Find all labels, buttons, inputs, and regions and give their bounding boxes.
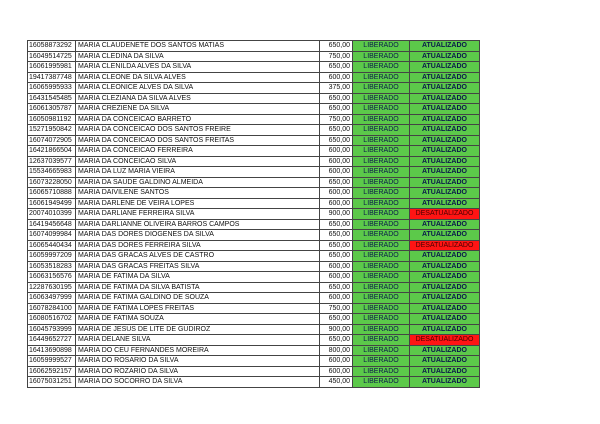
cell-status[interactable]: LIBERADO — [353, 209, 410, 220]
cell-status[interactable]: LIBERADO — [353, 366, 410, 377]
cell-name[interactable]: MARIA DARLENE DE VEIRA LOPES — [76, 198, 320, 209]
cell-id[interactable]: 16065710888 — [28, 188, 76, 199]
cell-status[interactable]: LIBERADO — [353, 177, 410, 188]
cell-id[interactable]: 16061949499 — [28, 198, 76, 209]
cell-name[interactable]: MARIA CREZIENE DA SILVA — [76, 104, 320, 115]
cell-value[interactable]: 600,00 — [320, 167, 353, 178]
cell-name[interactable]: MARIA DAIVILENE SANTOS — [76, 188, 320, 199]
table-row — [28, 177, 480, 188]
cell-value[interactable]: 600,00 — [320, 356, 353, 367]
cell-value[interactable]: 650,00 — [320, 282, 353, 293]
cell-status[interactable]: LIBERADO — [353, 62, 410, 73]
cell-status[interactable]: LIBERADO — [353, 93, 410, 104]
cell-update[interactable]: ATUALIZADO — [410, 282, 480, 293]
cell-status[interactable]: LIBERADO — [353, 188, 410, 199]
cell-status[interactable]: LIBERADO — [353, 303, 410, 314]
cell-value[interactable]: 650,00 — [320, 93, 353, 104]
cell-status[interactable]: LIBERADO — [353, 261, 410, 272]
cell-update[interactable]: ATUALIZADO — [410, 135, 480, 146]
cell-value[interactable]: 600,00 — [320, 72, 353, 83]
cell-id[interactable]: 16062592157 — [28, 366, 76, 377]
table-row — [28, 104, 480, 115]
cell-status[interactable]: LIBERADO — [353, 251, 410, 262]
table-row — [28, 251, 480, 262]
cell-name[interactable]: MARIA DO ROZARIO DA SILVA — [76, 366, 320, 377]
cell-update[interactable]: ATUALIZADO — [410, 314, 480, 325]
table-row — [28, 72, 480, 83]
cell-update[interactable]: DESATUALIZADO — [410, 335, 480, 346]
cell-update[interactable]: ATUALIZADO — [410, 272, 480, 283]
cell-id[interactable]: 15271950842 — [28, 125, 76, 136]
cell-update[interactable]: ATUALIZADO — [410, 146, 480, 157]
cell-name[interactable]: MARIA DA CONCEICAO DOS SANTOS FREIRE — [76, 125, 320, 136]
cell-status[interactable]: LIBERADO — [353, 314, 410, 325]
cell-value[interactable]: 650,00 — [320, 219, 353, 230]
cell-id[interactable]: 16049514725 — [28, 51, 76, 62]
table-row — [28, 93, 480, 104]
cell-update[interactable]: ATUALIZADO — [410, 324, 480, 335]
cell-value[interactable]: 375,00 — [320, 83, 353, 94]
cell-status[interactable]: LIBERADO — [353, 356, 410, 367]
cell-status[interactable]: LIBERADO — [353, 335, 410, 346]
cell-id[interactable]: 16413690898 — [28, 345, 76, 356]
cell-update[interactable]: ATUALIZADO — [410, 303, 480, 314]
cell-update[interactable]: ATUALIZADO — [410, 345, 480, 356]
table-row — [28, 125, 480, 136]
table-row — [28, 345, 480, 356]
cell-id[interactable]: 19417387748 — [28, 72, 76, 83]
cell-id[interactable]: 16065440434 — [28, 240, 76, 251]
table-row — [28, 230, 480, 241]
table-row — [28, 114, 480, 125]
table-row — [28, 135, 480, 146]
cell-update[interactable]: ATUALIZADO — [410, 83, 480, 94]
cell-update[interactable]: ATUALIZADO — [410, 198, 480, 209]
cell-name[interactable]: MARIA DE FATIMA DA SILVA — [76, 272, 320, 283]
cell-status[interactable]: LIBERADO — [353, 72, 410, 83]
table-row — [28, 335, 480, 346]
cell-name[interactable]: MARIA DA CONCEICAO BARRETO — [76, 114, 320, 125]
cell-value[interactable]: 650,00 — [320, 335, 353, 346]
cell-name[interactable]: MARIA CLEZIANA DA SILVA ALVES — [76, 93, 320, 104]
cell-id[interactable]: 20074010399 — [28, 209, 76, 220]
cell-update[interactable]: ATUALIZADO — [410, 230, 480, 241]
cell-status[interactable]: LIBERADO — [353, 240, 410, 251]
cell-status[interactable]: LIBERADO — [353, 272, 410, 283]
cell-status[interactable]: LIBERADO — [353, 51, 410, 62]
cell-value[interactable]: 450,00 — [320, 377, 353, 388]
table-row — [28, 188, 480, 199]
cell-value[interactable]: 600,00 — [320, 272, 353, 283]
cell-id[interactable]: 16065995933 — [28, 83, 76, 94]
cell-id[interactable]: 16063156576 — [28, 272, 76, 283]
cell-id[interactable]: 16080516702 — [28, 314, 76, 325]
cell-id[interactable]: 16078284100 — [28, 303, 76, 314]
cell-name[interactable]: MARIA DA CONCEICAO SILVA — [76, 156, 320, 167]
table-row — [28, 198, 480, 209]
cell-value[interactable]: 650,00 — [320, 125, 353, 136]
cell-value[interactable]: 600,00 — [320, 146, 353, 157]
cell-update[interactable]: ATUALIZADO — [410, 72, 480, 83]
table-row — [28, 83, 480, 94]
cell-id[interactable]: 16074099984 — [28, 230, 76, 241]
cell-update[interactable]: ATUALIZADO — [410, 377, 480, 388]
cell-id[interactable]: 16073228050 — [28, 177, 76, 188]
cell-status[interactable]: LIBERADO — [353, 219, 410, 230]
cell-value[interactable]: 800,00 — [320, 345, 353, 356]
table-row — [28, 167, 480, 178]
cell-id[interactable]: 16045793999 — [28, 324, 76, 335]
cell-status[interactable]: LIBERADO — [353, 104, 410, 115]
cell-value[interactable]: 600,00 — [320, 198, 353, 209]
cell-id[interactable]: 16421866504 — [28, 146, 76, 157]
cell-update[interactable]: ATUALIZADO — [410, 188, 480, 199]
cell-name[interactable]: MARIA DA SAUDE GALDINO ALMEIDA — [76, 177, 320, 188]
cell-name[interactable]: MARIA DAS GRACAS ALVES DE CASTRO — [76, 251, 320, 262]
cell-status[interactable]: LIBERADO — [353, 282, 410, 293]
cell-value[interactable]: 600,00 — [320, 261, 353, 272]
cell-status[interactable]: LIBERADO — [353, 135, 410, 146]
cell-status[interactable]: LIBERADO — [353, 345, 410, 356]
cell-id[interactable]: 15534665983 — [28, 167, 76, 178]
table-row — [28, 261, 480, 272]
cell-value[interactable]: 650,00 — [320, 104, 353, 115]
cell-status[interactable]: LIBERADO — [353, 324, 410, 335]
cell-value[interactable]: 900,00 — [320, 209, 353, 220]
cell-update[interactable]: ATUALIZADO — [410, 177, 480, 188]
cell-name[interactable]: MARIA CLAUDENETE DOS SANTOS MATIAS — [76, 41, 320, 52]
cell-name[interactable]: MARIA DO ROSARIO DA SILVA — [76, 356, 320, 367]
cell-value[interactable]: 650,00 — [320, 177, 353, 188]
cell-status[interactable]: LIBERADO — [353, 114, 410, 125]
cell-update[interactable]: ATUALIZADO — [410, 93, 480, 104]
cell-status[interactable]: LIBERADO — [353, 377, 410, 388]
cell-name[interactable]: MARIA DAS DORES FERREIRA SILVA — [76, 240, 320, 251]
cell-id[interactable]: 16074072905 — [28, 135, 76, 146]
cell-value[interactable]: 750,00 — [320, 114, 353, 125]
cell-update[interactable]: ATUALIZADO — [410, 41, 480, 52]
cell-value[interactable]: 750,00 — [320, 303, 353, 314]
cell-update[interactable]: ATUALIZADO — [410, 125, 480, 136]
cell-name[interactable]: MARIA DO SOCORRO DA SILVA — [76, 377, 320, 388]
table-row — [28, 156, 480, 167]
cell-status[interactable]: LIBERADO — [353, 83, 410, 94]
table-row — [28, 293, 480, 304]
cell-id[interactable]: 16059997209 — [28, 251, 76, 262]
cell-id[interactable]: 16449652727 — [28, 335, 76, 346]
cell-update[interactable]: ATUALIZADO — [410, 62, 480, 73]
table-row — [28, 324, 480, 335]
cell-update[interactable]: ATUALIZADO — [410, 251, 480, 262]
cell-update[interactable]: ATUALIZADO — [410, 261, 480, 272]
cell-id[interactable]: 16061305787 — [28, 104, 76, 115]
cell-id[interactable]: 16075031251 — [28, 377, 76, 388]
cell-status[interactable]: LIBERADO — [353, 125, 410, 136]
cell-value[interactable]: 650,00 — [320, 240, 353, 251]
cell-name[interactable]: MARIA DARLIANE FERREIRA SILVA — [76, 209, 320, 220]
cell-name[interactable]: MARIA CLENILDA ALVES DA SILVA — [76, 62, 320, 73]
cell-name[interactable]: MARIA CLEONICE ALVES DA SILVA — [76, 83, 320, 94]
cell-update[interactable]: DESATUALIZADO — [410, 240, 480, 251]
cell-status[interactable]: LIBERADO — [353, 198, 410, 209]
cell-name[interactable]: MARIA DA CONCEICAO DOS SANTOS FREITAS — [76, 135, 320, 146]
cell-status[interactable]: LIBERADO — [353, 41, 410, 52]
table-row — [28, 303, 480, 314]
table-row — [28, 356, 480, 367]
cell-name[interactable]: MARIA DE FATIMA DA SILVA BATISTA — [76, 282, 320, 293]
cell-value[interactable]: 650,00 — [320, 314, 353, 325]
cell-name[interactable]: MARIA DELANE SILVA — [76, 335, 320, 346]
cell-name[interactable]: MARIA DA CONCEICAO FERREIRA — [76, 146, 320, 157]
cell-value[interactable]: 600,00 — [320, 293, 353, 304]
cell-value[interactable]: 650,00 — [320, 41, 353, 52]
cell-status[interactable]: LIBERADO — [353, 167, 410, 178]
cell-value[interactable]: 650,00 — [320, 135, 353, 146]
table-row — [28, 314, 480, 325]
cell-name[interactable]: MARIA DO CEU FERNANDES MOREIRA — [76, 345, 320, 356]
cell-status[interactable]: LIBERADO — [353, 293, 410, 304]
table-row — [28, 51, 480, 62]
cell-update[interactable]: ATUALIZADO — [410, 219, 480, 230]
cell-value[interactable]: 650,00 — [320, 230, 353, 241]
cell-id[interactable]: 16431545485 — [28, 93, 76, 104]
cell-value[interactable]: 600,00 — [320, 156, 353, 167]
cell-update[interactable]: ATUALIZADO — [410, 114, 480, 125]
cell-update[interactable]: ATUALIZADO — [410, 51, 480, 62]
cell-value[interactable]: 600,00 — [320, 188, 353, 199]
table-row — [28, 282, 480, 293]
cell-name[interactable]: MARIA CLEONE DA SILVA ALVES — [76, 72, 320, 83]
cell-status[interactable]: LIBERADO — [353, 156, 410, 167]
cell-id[interactable]: 16061995981 — [28, 62, 76, 73]
cell-name[interactable]: MARIA DE FATIMA LOPES FREITAS — [76, 303, 320, 314]
table-row — [28, 146, 480, 157]
table-row — [28, 240, 480, 251]
cell-name[interactable]: MARIA DE JESUS DE LITE DE GUDIROZ — [76, 324, 320, 335]
table-row — [28, 219, 480, 230]
table-row — [28, 366, 480, 377]
cell-update[interactable]: ATUALIZADO — [410, 167, 480, 178]
cell-update[interactable]: ATUALIZADO — [410, 156, 480, 167]
cell-name[interactable]: MARIA DE FATIMA SOUZA — [76, 314, 320, 325]
cell-name[interactable]: MARIA DAS GRACAS FREITAS SILVA — [76, 261, 320, 272]
cell-update[interactable]: ATUALIZADO — [410, 366, 480, 377]
cell-value[interactable]: 600,00 — [320, 366, 353, 377]
cell-status[interactable]: LIBERADO — [353, 230, 410, 241]
table-row — [28, 272, 480, 283]
cell-id[interactable]: 16053518283 — [28, 261, 76, 272]
cell-id[interactable]: 12637039577 — [28, 156, 76, 167]
table-row — [28, 209, 480, 220]
table-row — [28, 41, 480, 52]
table-row — [28, 62, 480, 73]
spreadsheet-table — [27, 40, 480, 388]
table-body — [28, 41, 480, 388]
cell-value[interactable]: 650,00 — [320, 251, 353, 262]
cell-id[interactable]: 16419456648 — [28, 219, 76, 230]
cell-id[interactable]: 16063497999 — [28, 293, 76, 304]
cell-value[interactable]: 650,00 — [320, 62, 353, 73]
table-row — [28, 377, 480, 388]
cell-update[interactable]: ATUALIZADO — [410, 293, 480, 304]
cell-id[interactable]: 12287630195 — [28, 282, 76, 293]
cell-value[interactable]: 750,00 — [320, 51, 353, 62]
cell-status[interactable]: LIBERADO — [353, 146, 410, 157]
cell-id[interactable]: 16050981192 — [28, 114, 76, 125]
cell-update[interactable]: ATUALIZADO — [410, 104, 480, 115]
cell-id[interactable]: 16059999527 — [28, 356, 76, 367]
cell-name[interactable]: MARIA CLEDINA DA SILVA — [76, 51, 320, 62]
cell-name[interactable]: MARIA DAS DORES DIOGENES DA SILVA — [76, 230, 320, 241]
cell-update[interactable]: DESATUALIZADO — [410, 209, 480, 220]
cell-update[interactable]: ATUALIZADO — [410, 356, 480, 367]
cell-name[interactable]: MARIA DE FATIMA GALDINO DE SOUZA — [76, 293, 320, 304]
cell-name[interactable]: MARIA DARLIANNE OLIVEIRA BARROS CAMPOS — [76, 219, 320, 230]
cell-value[interactable]: 900,00 — [320, 324, 353, 335]
cell-id[interactable]: 16058873292 — [28, 41, 76, 52]
cell-name[interactable]: MARIA DA LUZ MARIA VIEIRA — [76, 167, 320, 178]
